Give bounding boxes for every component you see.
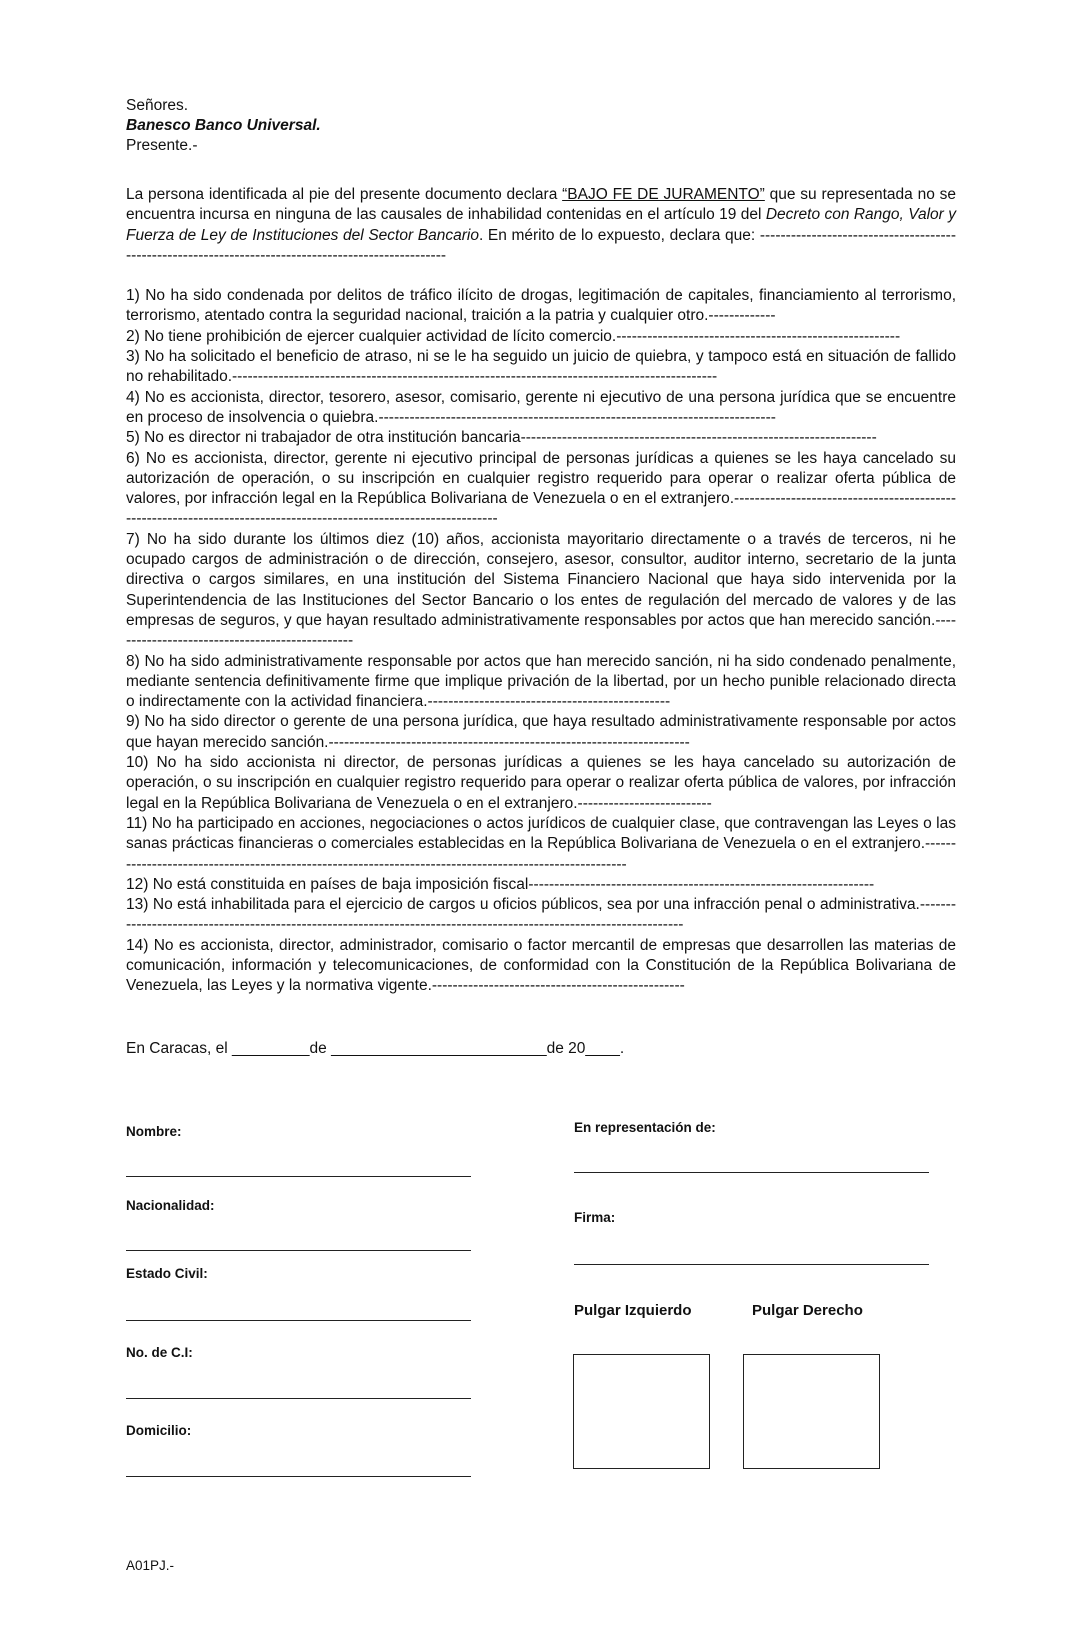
intro-text-2: que su representada no se encuentra incursa en ninguna de las causales de inhabilidad contenidas en el artículo 19 del <box>126 186 956 224</box>
thumbprint-box-right <box>743 1354 880 1469</box>
date-line: En Caracas, el _________de _________________________de 20____. <box>126 1040 625 1057</box>
intro-paragraph <box>126 185 956 266</box>
addressee-block <box>126 96 321 156</box>
clause-13: 13) No está inhabilitada para el ejercicio de cargos u oficios públicos, sea por una infracción penal o administrativa.------------------------------------------------------------------------------------------------------------------- <box>126 896 956 934</box>
line-representacion[interactable] <box>574 1172 929 1173</box>
label-estado-civil: Estado Civil: <box>126 1266 208 1281</box>
bank-name: Banesco Banco Universal. <box>126 117 321 134</box>
clause-8: 8) No ha sido administrativamente responsable por actos que han merecido sanción, ni ha sido condenado penalmente, mediante sentencia definitivamente firme que implique privación de la libertad, por un hecho punible relacionado directa o indirectamente con la actividad financiera.----------------------------------------------- <box>126 652 956 711</box>
label-nacionalidad: Nacionalidad: <box>126 1198 215 1213</box>
intro-text-3: . En mérito de lo expuesto, declara que: ---------------------------------------------------------------------------------------------------- <box>126 226 956 264</box>
clause-7: 7) No ha sido durante los últimos diez (10) años, accionista mayoritario directamente o a través de terceros, ni he ocupado cargos de administración o de dirección, consejero, asesor, consultor, auditor interno, secretario de la junta directiva o cargos similares, en una institución del Sistema Financiero Nacional que haya sido intervenida por la Superintendencia de las Instituciones del Sector Bancario o los entes de regulación del mercado de valores y de las empresas de seguros, y que hayan resultado administrativamente responsables por actos que han merecido sanción.------------------------------------------------ <box>126 530 956 650</box>
presente: Presente.- <box>126 137 198 154</box>
oath-phrase: “BAJO FE DE JURAMENTO” <box>562 186 765 203</box>
clause-1: 1) No ha sido condenada por delitos de tráfico ilícito de drogas, legitimación de capitales, financiamiento al terrorismo, terrorismo, atentado contra la seguridad nacional, traición a la patria y cualquier otro.------------- <box>126 287 956 325</box>
clause-5: 5) No es director ni trabajador de otra institución bancaria--------------------------------------------------------------------- <box>126 429 877 447</box>
intro-text-1: La persona identificada al pie del presente documento declara <box>126 186 563 203</box>
clause-9: 9) No ha sido director o gerente de una persona jurídica, que haya resultado administrativamente responsable por actos que hayan merecido sanción.---------------------------------------------------------------------- <box>126 713 956 751</box>
line-cedula[interactable] <box>126 1398 471 1399</box>
thumbprint-box-left <box>573 1354 710 1469</box>
clause-11: 11) No ha participado en acciones, negociaciones o actos jurídicos de cualquier clase, que contravengan las Leyes o las sanas prácticas financieras o comerciales establecidas en la República Bolivariana de Venezuela o en el extranjero.------------------------------------------------------------------------------------------------------- <box>126 814 956 873</box>
line-nombre[interactable] <box>126 1176 471 1177</box>
label-firma: Firma: <box>574 1210 616 1225</box>
label-domicilio: Domicilio: <box>126 1423 192 1438</box>
label-pulgar-derecho: Pulgar Derecho <box>752 1302 863 1319</box>
line-firma[interactable] <box>574 1264 929 1265</box>
declaration-body <box>126 185 956 997</box>
form-code: A01PJ.- <box>126 1558 175 1573</box>
label-representacion: En representación de: <box>574 1120 716 1135</box>
clause-4: 4) No es accionista, director, tesorero, asesor, comisario, gerente ni ejecutivo de una persona jurídica que se encuentre en proceso de insolvencia o quiebra.----------------------------------------------------------------------------- <box>126 388 956 426</box>
line-domicilio[interactable] <box>126 1476 471 1477</box>
line-estado-civil[interactable] <box>126 1320 471 1321</box>
clause-3: 3) No ha solicitado el beneficio de atraso, ni se le ha seguido un juicio de quiebra, y tampoco está en situación de fallido no rehabilitado.---------------------------------------------------------------------------------------------- <box>126 348 956 386</box>
clause-14: 14) No es accionista, director, administrador, comisario o factor mercantil de empresas que desarrollen las materias de comunicación, información y telecomunicaciones, de conformidad con la Constitución de la República Bolivariana de Venezuela, las Leyes y la normativa vigente.------------------------------------------------- <box>126 936 956 995</box>
clause-10: 10) No ha sido accionista ni director, de personas jurídicas a quienes se les haya cancelado su autorización de operación, o su inscripción en cualquier registro requerido para operar o realizar oferta pública de valores, por infracción legal en la República Bolivariana de Venezuela o en el extranjero.-------------------------- <box>126 754 956 812</box>
clause-12: 12) No está constituida en países de baja imposición fiscal------------------------------------------------------------------- <box>126 875 875 893</box>
line-nacionalidad[interactable] <box>126 1250 471 1251</box>
clause-2: 2) No tiene prohibición de ejercer cualquier actividad de lícito comercio.------------------------------------------------------- <box>126 327 901 345</box>
clause-6: 6) No es accionista, director, gerente ni ejecutivo principal de personas jurídicas a quienes se les haya cancelado su autorización de operación, o su inscripción en cualquier registro requerido para operar o realizar oferta pública de valores, por infracción legal en la República Bolivariana de Venezuela o en el extranjero.------------------------------------------------------------------------------------------------------------------- <box>126 449 956 528</box>
label-pulgar-izquierdo: Pulgar Izquierdo <box>574 1302 692 1319</box>
label-nombre: Nombre: <box>126 1124 182 1139</box>
salutation: Señores. <box>126 97 189 114</box>
decree-title: Decreto con Rango, Valor y Fuerza de Ley de Instituciones del Sector Bancario <box>126 206 956 244</box>
label-cedula: No. de C.I: <box>126 1345 193 1360</box>
